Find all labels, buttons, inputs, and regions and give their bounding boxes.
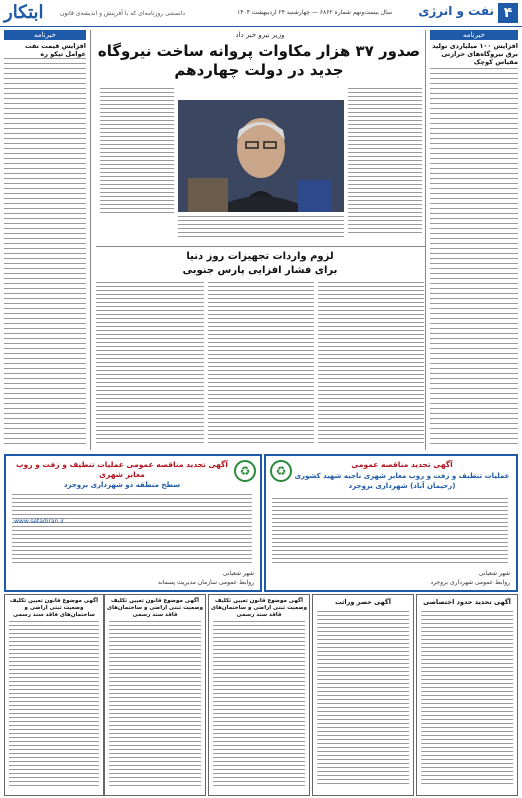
portrait-illustration — [178, 100, 344, 212]
left-column-label: خبرنامه — [4, 30, 86, 40]
issue-line: سال بیست‌ونهم شماره ۶۸۶۲ — چهارشنبه ۲۴ اردیبهشت ۱۴۰۴ — [237, 9, 392, 16]
second-story-col-1 — [96, 282, 204, 448]
small-ad-4 — [104, 594, 206, 796]
small-ad-title: آگهی موضوع قانون تعیین تکلیف وضعیت ثبتی اراضی و ساختمان‌های فاقد سند رسمی — [107, 598, 203, 618]
ad-left-title: آگهی تجدید مناقصه عمومی عملیات تنظیف و زفت و روب معابر شهری — [16, 460, 228, 479]
ad-right-subtitle: عملیات تنظیف و زفت و روب معابر شهری ناحیه شهید کشوری (رحیمان آباد) شهرداری بروجرد — [294, 472, 510, 490]
newspaper-logo: ابتکار — [4, 2, 44, 23]
ad-right-signature: روابط عمومی شهرداری بروجرد — [430, 579, 510, 586]
small-ad-3 — [208, 594, 310, 796]
page-number: ۴ — [498, 3, 518, 23]
ad-left-text — [12, 494, 252, 566]
right-column-text — [430, 68, 518, 448]
ad-left-footer: شهر شعبانی — [222, 570, 254, 577]
photo-caption-text — [178, 216, 344, 242]
ad-left-subtitle: سطح منطقه دو شهرداری بروجرد — [63, 481, 181, 489]
small-ad-title: آگهی تحدید حدود اختصاصی — [423, 598, 511, 606]
ad-right-title: آگهی تجدید مناقصه عمومی — [351, 460, 453, 469]
small-ad-text — [317, 611, 409, 791]
ad-left-signature: روابط عمومی سازمان مدیریت پسماند — [157, 579, 254, 586]
main-story-text-right — [348, 88, 422, 238]
ad-right-text — [272, 498, 508, 568]
small-ad-text — [421, 611, 513, 791]
minister-photo — [178, 100, 344, 212]
second-story-col-3 — [318, 282, 424, 448]
recycle-icon: ♻ — [270, 460, 292, 482]
small-ad-text — [109, 621, 201, 791]
second-story-col-2 — [208, 282, 314, 448]
main-story-text-left — [100, 88, 174, 218]
ad-left-website: www.setadiran.ir — [14, 518, 65, 525]
small-ad-text — [213, 621, 305, 791]
page-header — [0, 0, 522, 27]
right-column-title: افزایش ۱۰۰ میلیاردی تولید برق نیروگاه‌های حرارتی مقیاس کوچک — [432, 42, 518, 66]
main-kicker: وزیر نیرو خبر داد — [235, 31, 285, 39]
small-ad-title: آگهی موضوع قانون تعیین تکلیف وضعیت ثبتی اراضی و ساختمان‌های فاقد سند رسمی — [211, 598, 307, 618]
column-divider — [90, 30, 91, 450]
small-ad-2 — [312, 594, 414, 796]
left-column-title: افزایش قیمت نفت عوامل تیکو ره — [24, 42, 86, 58]
recycle-icon: ♻ — [234, 460, 256, 482]
story-divider — [96, 246, 426, 247]
main-headline: صدور ۳۷ هزار مکاوات پروانه ساخت نیروگاه جدید در دولت چهاردهم — [97, 42, 421, 79]
second-headline-line2: برای فشار افزایی پارس جنوبی — [182, 265, 338, 276]
left-column-text — [4, 58, 86, 448]
tender-ad-right — [264, 454, 518, 592]
small-ad-1 — [416, 594, 518, 796]
small-ad-5 — [4, 594, 104, 796]
small-ad-title: آگهی حصر وراثت — [335, 598, 391, 606]
second-headline-line1: لزوم واردات تجهیزات روز دنیا — [186, 251, 334, 262]
tender-ad-left — [4, 454, 262, 592]
section-title: نفت و انرژی — [418, 4, 494, 18]
ad-right-footer: شهر شعبانی — [478, 570, 510, 577]
right-column-label: خبرنامه — [430, 30, 518, 40]
tagline: دانستنی روزنامه‌ای که با آفرینش و اندیشه‌ی قانون — [60, 10, 186, 17]
small-ad-title: آگهی موضوع قانون تعیین تکلیف وضعیت ثبتی اراضی و ساختمان‌های فاقد سند رسمی — [9, 598, 99, 618]
small-ad-text — [9, 621, 99, 791]
column-divider — [425, 30, 426, 450]
